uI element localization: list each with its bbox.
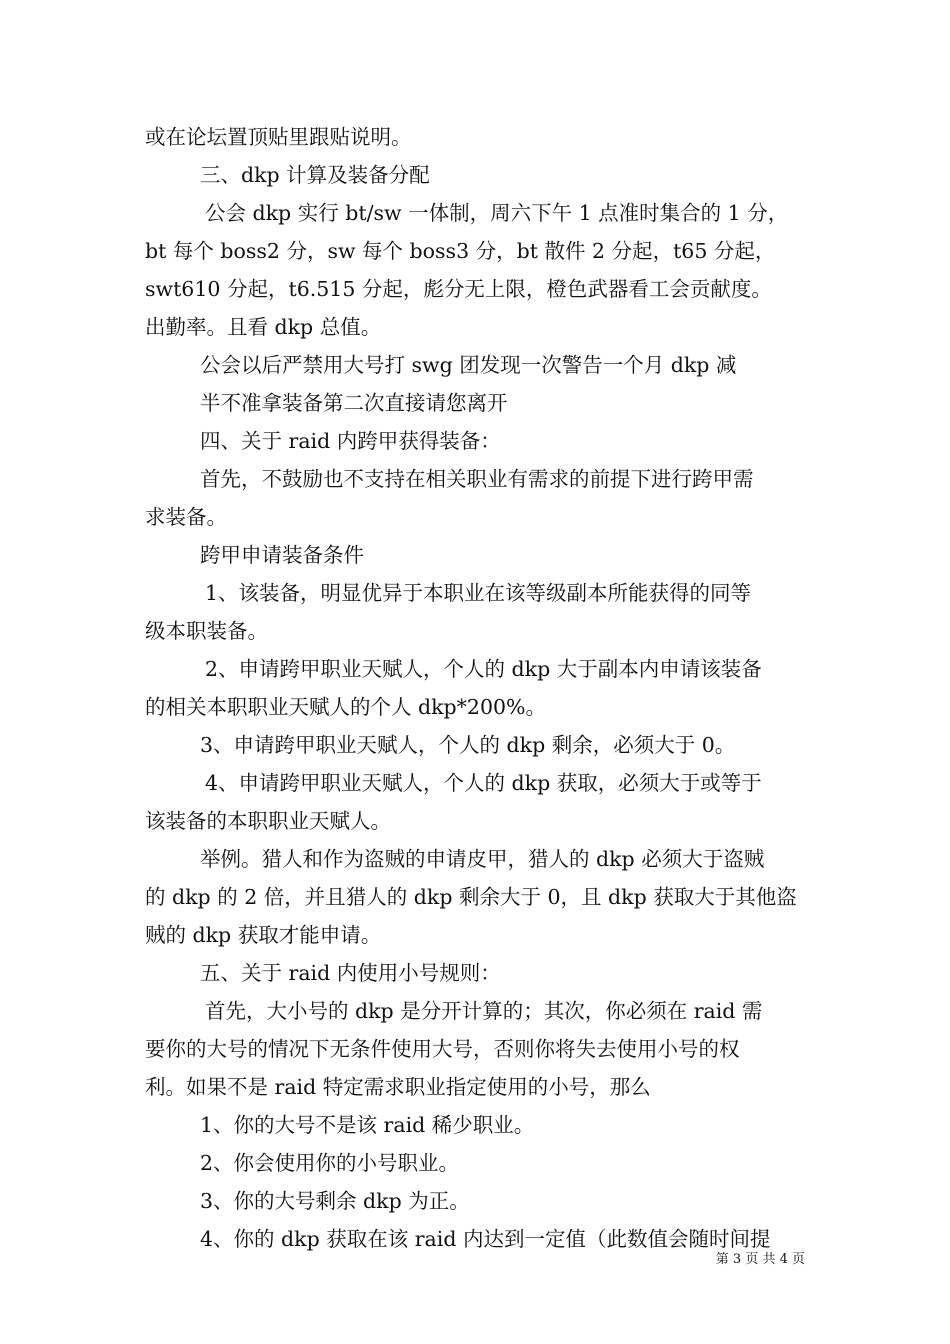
text-line: 或在论坛置顶贴里跟贴说明。 bbox=[145, 125, 412, 149]
section-heading: 四、关于 raid 内跨甲获得装备： bbox=[200, 429, 501, 453]
list-item: 3、你的大号剩余 dkp 为正。 bbox=[200, 1189, 470, 1213]
text-line: bt 每个 boss2 分，sw 每个 boss3 分，bt 散件 2 分起，t65 分起， bbox=[145, 239, 776, 263]
text-line: swt610 分起，t6.515 分起，彪分无上限，橙色武器看工会贡献度。 bbox=[145, 277, 772, 301]
list-item: 4、你的 dkp 获取在该 raid 内达到一定值（此数值会随时间提 bbox=[200, 1227, 771, 1251]
text-line: 求装备。 bbox=[145, 505, 227, 529]
text-line: 贼的 dkp 获取才能申请。 bbox=[145, 923, 382, 947]
list-item: 2、你会使用你的小号职业。 bbox=[200, 1151, 460, 1175]
text-line: 首先，不鼓励也不支持在相关职业有需求的前提下进行跨甲需 bbox=[200, 467, 754, 491]
text-line: 级本职装备。 bbox=[145, 619, 268, 643]
text-line: 公会以后严禁用大号打 swg 团发现一次警告一个月 dkp 减 bbox=[200, 353, 737, 377]
text-line: 的相关本职职业天赋人的个人 dkp*200%。 bbox=[145, 695, 547, 719]
list-item: 2、申请跨甲职业天赋人，个人的 dkp 大于副本内申请该装备 bbox=[205, 657, 762, 681]
text-line: 利。如果不是 raid 特定需求职业指定使用的小号，那么 bbox=[145, 1075, 651, 1099]
page-number: 第 3 页 共 4 页 bbox=[715, 1252, 805, 1267]
section-heading: 五、关于 raid 内使用小号规则： bbox=[200, 961, 501, 985]
list-item: 1、你的大号不是该 raid 稀少职业。 bbox=[200, 1113, 535, 1137]
text-line: 的 dkp 的 2 倍，并且猎人的 dkp 剩余大于 0，且 dkp 获取大于其他盗 bbox=[145, 885, 797, 909]
text-line: 出勤率。且看 dkp 总值。 bbox=[145, 315, 382, 339]
text-line: 半不准拿装备第二次直接请您离开 bbox=[200, 391, 508, 415]
section-heading: 三、dkp 计算及装备分配 bbox=[200, 163, 430, 187]
text-line: 该装备的本职职业天赋人。 bbox=[145, 809, 391, 833]
text-line: 公会 dkp 实行 bt/sw 一体制，周六下午 1 点准时集合的 1 分， bbox=[205, 201, 789, 225]
list-item: 3、申请跨甲职业天赋人，个人的 dkp 剩余，必须大于 0。 bbox=[200, 733, 736, 757]
text-line: 举例。猎人和作为盗贼的申请皮甲，猎人的 dkp 必须大于盗贼 bbox=[200, 847, 765, 871]
text-line: 首先，大小号的 dkp 是分开计算的；其次，你必须在 raid 需 bbox=[205, 999, 763, 1023]
list-item: 1、该装备，明显优异于本职业在该等级副本所能获得的同等 bbox=[205, 581, 752, 605]
text-line: 要你的大号的情况下无条件使用大号，否则你将失去使用小号的权 bbox=[145, 1037, 740, 1061]
list-item: 4、申请跨甲职业天赋人，个人的 dkp 获取，必须大于或等于 bbox=[205, 771, 762, 795]
subheading: 跨甲申请装备条件 bbox=[200, 543, 364, 567]
